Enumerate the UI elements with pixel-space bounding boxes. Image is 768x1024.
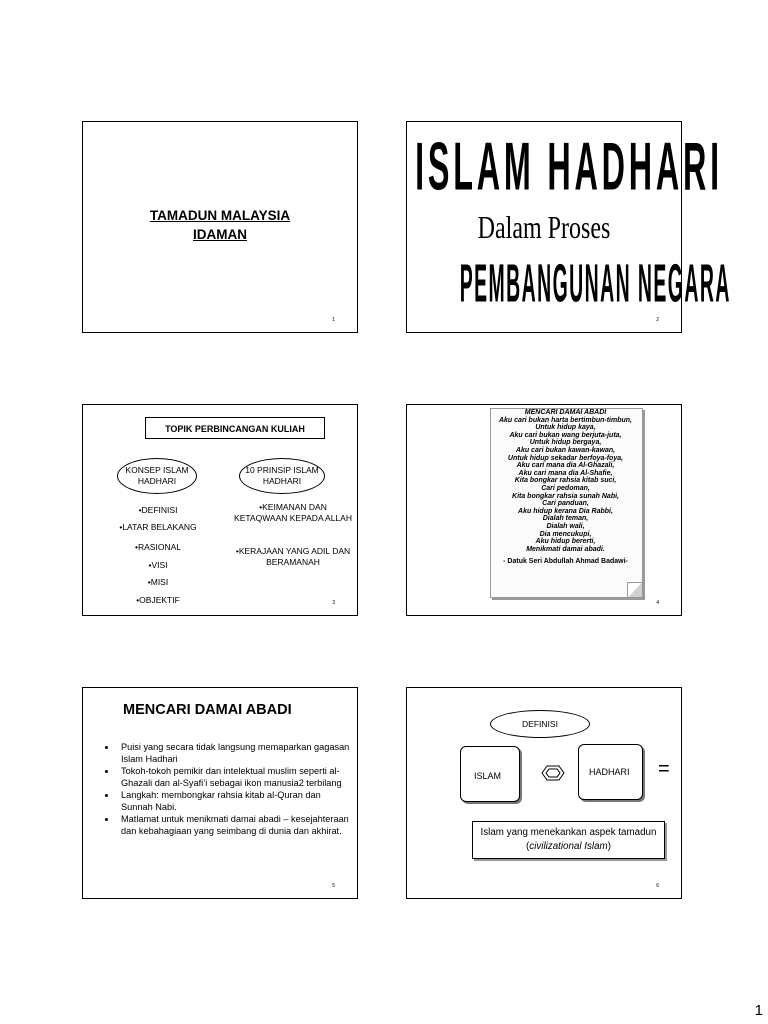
- poem-line: Aku cari bukan harta bertimbun-timbun,: [498, 416, 632, 424]
- poem-title: MENCARI DAMAI ABADI: [524, 409, 607, 416]
- poem-line: Dialah teman,: [542, 515, 589, 523]
- list-item: •RASIONAL: [135, 542, 181, 552]
- list-item: •KEIMANAN DAN KETAQWAAN KEPADA ALLAH: [234, 502, 352, 523]
- slide-number: 2: [656, 317, 659, 323]
- bullet-item: • Matlamat untuk menikmati damai abadi – kesejahteraan dan kebahagiaan yang seimbang di dunia dan akhirat.: [117, 814, 353, 837]
- slide-4: [406, 404, 682, 616]
- bullet-list: [103, 742, 353, 838]
- bullet-item: • Langkah: membongkar rahsia kitab al-Quran dan Sunnah Nabi.: [117, 790, 353, 813]
- poem-line: Aku cari mana dia Al-Shafie,: [518, 469, 613, 477]
- slide-5: [82, 687, 358, 899]
- slide-number: 5: [332, 883, 335, 889]
- topic-box: TOPIK PERBINCANGAN KULIAH: [145, 417, 325, 439]
- slide-3: [82, 404, 358, 616]
- title-line-2: IDAMAN: [193, 227, 247, 242]
- bullet-item: • Tokoh-tokoh pemikir dan intelektual muslim seperti al-Ghazali dan al-Syafi’i sebagai ikon manusia2 terbilang: [117, 766, 353, 789]
- poem-line: Dia mencukupi,: [539, 530, 592, 538]
- definition-line-1: Islam yang menekankan aspek tamadun: [480, 827, 657, 838]
- page-curl-icon: [627, 582, 642, 597]
- poem-line: Menikmati damai abadi.: [526, 545, 605, 553]
- slide-5-title: MENCARI DAMAI ABADI: [123, 702, 292, 718]
- equals-sign: =: [658, 758, 670, 780]
- list-item: •LATAR BELAKANG: [119, 522, 197, 532]
- list-item: •OBJEKTIF: [136, 595, 180, 605]
- slide-number: 1: [332, 317, 335, 323]
- poem-line: Aku cari bukan wang berjuta-juta,: [509, 431, 622, 439]
- poem-line: Kita bongkar rahsia kitab suci,: [514, 477, 617, 485]
- page-number: 1: [754, 1002, 763, 1019]
- slide-number: 3: [332, 600, 335, 606]
- slide-number: 4: [656, 600, 659, 606]
- list-item: •VISI: [148, 560, 168, 570]
- slide-number: 6: [656, 883, 659, 889]
- poem-line: Aku cari bukan kawan-kawan,: [515, 446, 616, 454]
- oval-prinsip: 10 PRINSIP ISLAM HADHARI: [239, 458, 325, 494]
- headline-dalam-proses: Dalam Proses: [477, 211, 611, 246]
- poem-line: Aku hidup kerana Dia Rabbi,: [518, 507, 613, 515]
- definition-box: [472, 821, 665, 859]
- poem-line: Dialah wali,: [546, 522, 585, 530]
- poem-line: Aku hidup bererti,: [535, 538, 596, 546]
- poem-line: Aku cari mana dia Al-Ghazali,: [516, 462, 615, 470]
- poem-line: Untuk hidup bergaya,: [529, 439, 602, 447]
- list-item: •KERAJAAN YANG ADIL DAN BERAMANAH: [235, 546, 351, 567]
- poem-line: Untuk hidup sekadar berfoya-foya,: [507, 454, 624, 462]
- list-item: •DEFINISI: [138, 505, 178, 515]
- poem-line: Cari pedoman,: [541, 484, 590, 492]
- slide-6: [406, 687, 682, 899]
- link-connector-icon: [540, 764, 566, 782]
- list-item: •MISI: [147, 577, 169, 587]
- slide-1: [82, 121, 358, 333]
- oval-konsep: KONSEP ISLAM HADHARI: [117, 458, 197, 494]
- poem: [490, 409, 641, 566]
- islam-box: ISLAM: [460, 746, 520, 802]
- headline-islam-hadhari: ISLAM HADHARI: [415, 129, 723, 206]
- poem-author: - Datuk Seri Abdullah Ahmad Badawi-: [503, 558, 628, 566]
- slide-1-title: [83, 206, 357, 244]
- title-line-1: TAMADUN MALAYSIA: [149, 208, 291, 223]
- bullet-item: • Puisi yang secara tidak langsung memaparkan gagasan Islam Hadhari: [117, 742, 353, 765]
- definition-line-2: (civilizational Islam): [526, 841, 611, 852]
- definisi-oval: DEFINISI: [490, 710, 590, 738]
- headline-pembangunan-negara: PEMBANGUNAN NEGARA: [459, 253, 731, 314]
- poem-line: Untuk hidup kaya,: [535, 424, 596, 432]
- slide-2: [406, 121, 731, 333]
- hadhari-box: HADHARI: [578, 744, 643, 800]
- poem-line: Cari panduan,: [542, 500, 589, 508]
- poem-line: Kita bongkar rahsia sunah Nabi,: [512, 492, 619, 500]
